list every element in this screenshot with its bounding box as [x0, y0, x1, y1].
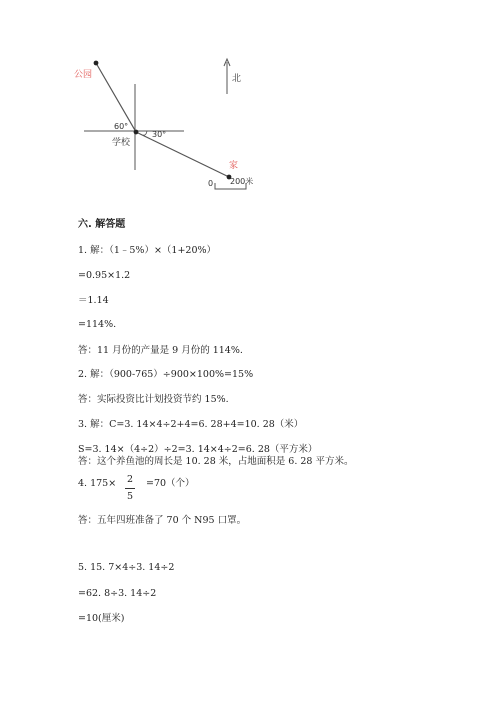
q4-fraction-bar	[125, 488, 135, 489]
q1-line3: ＝1.14	[78, 295, 109, 306]
angle-left-label: 60°	[114, 122, 129, 131]
q5-line2: =62. 8÷3. 14÷2	[78, 588, 157, 599]
q4-suffix: =70（个）	[146, 478, 195, 489]
q4-answer: 答：五年四班准备了 70 个 N95 口罩。	[78, 515, 247, 526]
q5-line1: 5. 15. 7×4÷3. 14÷2	[78, 562, 175, 573]
q3-answer: 答：这个养鱼池的周长是 10. 28 米，占地面积是 6. 28 平方米。	[78, 456, 354, 467]
q5-line3: =10(厘米)	[78, 613, 125, 624]
park-point	[94, 61, 99, 66]
q3-line2: S=3. 14×（4÷2）÷2=3. 14×4÷2=6. 28（平方米）	[78, 444, 318, 455]
scale-distance-label: 200米	[230, 177, 254, 186]
park-label: 公园	[74, 70, 93, 80]
angle-arc	[143, 131, 147, 135]
school-label: 学校	[112, 138, 131, 148]
q2-line1: 2. 解：（900-765）÷900×100%=15%	[78, 369, 254, 380]
section-title: 六. 解答题	[78, 219, 126, 230]
direction-diagram	[0, 0, 500, 205]
q1-line1: 1. 解：（1﹣5%）×（1+20%）	[78, 245, 217, 256]
q3-line1: 3. 解：C=3. 14×4÷2+4=6. 28+4=10. 28（米）	[78, 419, 304, 430]
q1-answer: 答：11 月份的产量是 9 月份的 114%.	[78, 345, 243, 356]
angle-right-label: 30°	[152, 130, 167, 139]
north-label: 北	[232, 74, 242, 84]
line-to-home	[136, 132, 229, 177]
scale-zero-label: 0	[208, 179, 214, 188]
q4-fraction-numerator: 2	[126, 474, 134, 485]
q1-line2: =0.95×1.2	[78, 270, 131, 281]
q4-prefix: 4. 175×	[78, 478, 117, 489]
q2-answer: 答：实际投资比计划投资节约 15%.	[78, 394, 229, 405]
school-point	[134, 130, 139, 135]
q1-line4: =114%.	[78, 319, 117, 330]
q4-fraction-denominator: 5	[126, 491, 134, 502]
home-label: 家	[229, 161, 239, 171]
